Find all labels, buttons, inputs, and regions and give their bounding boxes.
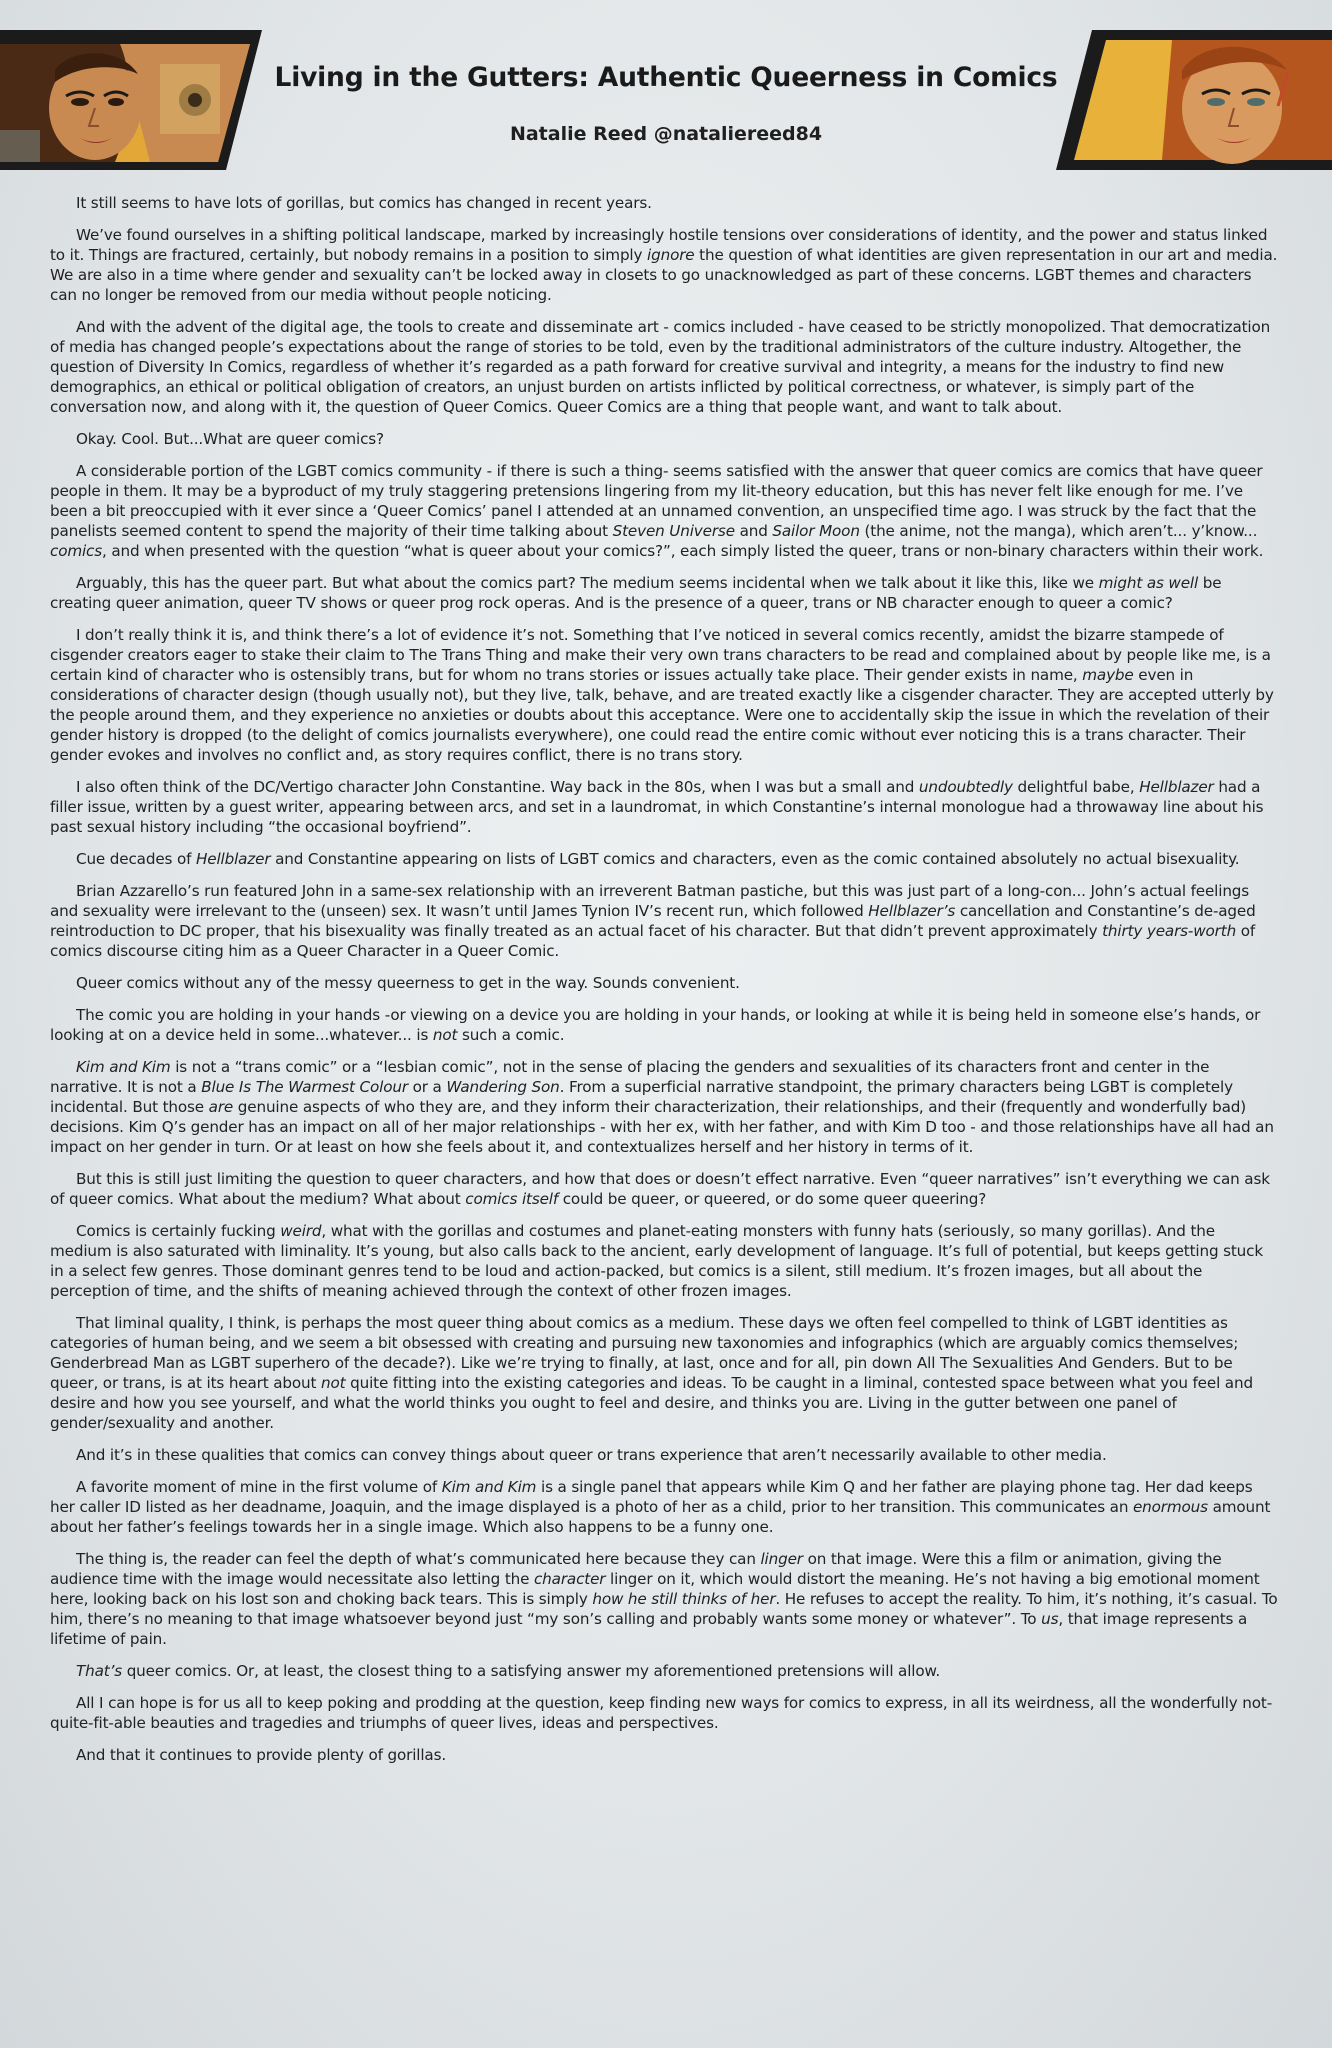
paragraph-text: is a single panel that appears while Kim Q and her father are playing phone tag. Her dad keeps her caller ID listed as her deadname, Joaquin, and the image displayed is a photo of her as a child, prior to her transition. This communicates an — [50, 1478, 1253, 1516]
article-paragraph — [50, 225, 1280, 305]
article-paragraph — [50, 193, 1280, 213]
article-paragraph — [50, 777, 1280, 837]
italic-text: how he still thinks of her — [592, 1590, 776, 1608]
paragraph-text: That liminal quality, I think, is perhaps the most queer thing about comics as a medium. These days we often feel compelled to think of LGBT identities as categories of human being, and we seem a bit obsessed with creating and pursuing new taxonomies and infographics (which are arguably comics themselves; Genderbread Man as LGBT superhero of the decade?). Like we’re trying to finally, at last, once and for all, pin down All The Sexualities And Genders. But to be queer, or trans, is at its heart about — [50, 1314, 1239, 1392]
article-paragraph — [50, 573, 1280, 613]
paragraph-text: genuine aspects of who they are, and they inform their characterization, their relationships, and their (frequently and wonderfully bad) decisions. Kim Q’s gender has an impact on all of her major relationships - with her ex, with her father, and with Kim D too - and those relationships have all had an impact on her gender in turn. Or at least on how she feels about it, and contextualizes herself and her history in terms of it. — [50, 1098, 1274, 1156]
italic-text: thirty years-worth — [1102, 922, 1237, 940]
italic-text: comics — [50, 542, 103, 560]
paragraph-text: A favorite moment of mine in the first volume of — [76, 1478, 442, 1496]
paragraph-text: , and when presented with the question “what is queer about your comics?”, each simply listed the queer, trans or non-binary characters within their work. — [102, 542, 1264, 560]
paragraph-text: and — [734, 522, 773, 540]
article-paragraph — [50, 1221, 1280, 1301]
italic-text: undoubtedly — [918, 778, 1013, 796]
italic-text: Kim and Kim — [441, 1478, 537, 1496]
paragraph-text: . He refuses to accept the reality. To him, it’s nothing, it’s casual. To him, there’s no meaning to that image whatsoever beyond just “my son’s calling and probably wants some money or whatever”. To — [50, 1590, 1278, 1628]
paragraph-text: We’ve found ourselves in a shifting political landscape, marked by increasingly hostile tensions over considerations of identity, and the power and status linked to it. Things are fractured, certainly, but nobody remains in a position to simply — [50, 226, 1268, 264]
italic-text: enormous — [1132, 1498, 1208, 1516]
italic-text: us — [1041, 1610, 1059, 1628]
paragraph-text: the question of what identities are given representation in our art and media. We are also in a time where gender and sexuality can’t be locked away in closets to go unacknowledged as part of these concerns. LGBT themes and characters can no longer be removed from our media without people noticing. — [50, 246, 1278, 304]
paragraph-text: The thing is, the reader can feel the depth of what’s communicated here because they can — [76, 1550, 761, 1568]
paragraph-text: And with the advent of the digital age, the tools to create and disseminate art - comics included - have ceased to be strictly monopolized. That democratization of media has changed people’s expectations about the range of stories to be told, even by the traditional administrators of the culture industry. Altogether, the question of Diversity In Comics, regardless of whether it’s regarded as a path forward for creative survival and integrity, a means for the industry to find new demographics, an ethical or political obligation of creators, an unjust burden on artists inflicted by political correctness, or whatever, is simply part of the conversation now, and along with it, the question of Queer Comics. Queer Comics are a thing that people want, and want to talk about. — [50, 318, 1271, 416]
paragraph-text: queer comics. Or, at least, the closest thing to a satisfying answer my aforementioned pretensions will allow. — [122, 1662, 941, 1680]
paragraph-text: . From a superficial narrative standpoint, the primary characters being LGBT is completely incidental. But those — [50, 1078, 1233, 1116]
paragraph-text: quite fitting into the existing categories and ideas. To be caught in a liminal, contested space between what you feel and desire and how you see yourself, and what the world thinks you ought to feel and desire, and thinks you are. Living in the gutter between one panel of gender/sexuality and another. — [50, 1374, 1253, 1432]
paragraph-text: A considerable portion of the LGBT comics community - if there is such a thing- seems satisfied with the answer that queer comics are comics that have queer people in them. It may be a byproduct of my truly staggering pretensions lingering from my lit-theory education, but this has never felt like enough for me. I’ve been a bit preoccupied with it ever since a ‘Queer Comics’ panel I attended at an unnamed convention, an unspecified time ago. I was struck by the fact that the panelists seemed content to spend the majority of their time talking about — [50, 462, 1263, 540]
paragraph-text: cancellation and Constantine’s de-aged reintroduction to DC proper, that his bisexuality was finally treated as an actual facet of his character. But that didn’t prevent approximately — [50, 902, 1256, 940]
paragraph-text: , that image represents a lifetime of pain. — [50, 1610, 1248, 1648]
article-paragraph — [50, 1693, 1280, 1733]
paragraph-text: And it’s in these qualities that comics can convey things about queer or trans experience that aren’t necessarily available to other media. — [76, 1446, 1107, 1464]
paragraph-text: could be queer, or queered, or do some queer queering? — [558, 1190, 987, 1208]
paragraph-text: or a — [407, 1078, 447, 1096]
italic-text: character — [533, 1570, 606, 1588]
italic-text: Sailor Moon — [772, 522, 860, 540]
italic-text: comics itself — [465, 1190, 559, 1208]
italic-text: That’s — [76, 1662, 123, 1680]
paragraph-text: amount about her father’s feelings towards her in a single image. Which also happens to be a funny one. — [50, 1498, 1271, 1536]
italic-text: are — [208, 1098, 234, 1116]
paragraph-text: and Constantine appearing on lists of LGBT comics and characters, even as the comic contained absolutely no actual bisexuality. — [270, 850, 1240, 868]
italic-text: might as well — [1098, 574, 1199, 592]
italic-text: maybe — [1082, 666, 1134, 684]
italic-text: not — [432, 1026, 458, 1044]
paragraph-text: All I can hope is for us all to keep poking and prodding at the question, keep finding new ways for comics to express, in all its weirdness, all the wonderfully not-quite-fit-able beauties and tragedies and triumphs of queer lives, ideas and perspectives. — [50, 1694, 1273, 1732]
italic-text: linger — [760, 1550, 803, 1568]
paragraph-text: Brian Azzarello’s run featured John in a same-sex relationship with an irreverent Batman pastiche, but this was just part of a long-con... John’s actual feelings and sexuality were irrelevant to the (unseen) sex. It wasn’t until James Tynion IV’s recent run, which followed — [50, 882, 1250, 920]
paragraph-text: had a filler issue, written by a guest writer, appearing between arcs, and set in a laundromat, in which Constantine’s internal monologue had a throwaway line about his past sexual history including “the occasional boyfriend”. — [50, 778, 1264, 836]
paragraph-text: I don’t really think it is, and think there’s a lot of evidence it’s not. Something that I’ve noticed in several comics recently, amidst the bizarre stampede of cisgender creators eager to stake their claim to The Trans Thing and make their very own trans characters to be read and complained about by people like me, is a certain kind of character who is ostensibly trans, but for whom no trans stories or issues actually take place. Their gender exists in name, — [50, 626, 1271, 684]
article-paragraph — [50, 1169, 1280, 1209]
paragraph-text: of comics discourse citing him as a Queer Character in a Queer Comic. — [50, 922, 1256, 960]
paragraph-text: be creating queer animation, queer TV shows or queer prog rock operas. And is the presence of a queer, trans or NB character enough to queer a comic? — [50, 574, 1222, 612]
article-paragraph — [50, 429, 1280, 449]
article-paragraph — [50, 461, 1280, 561]
paragraph-text: on that image. Were this a film or animation, giving the audience time with the image would necessitate also letting the — [50, 1550, 1222, 1588]
paragraph-text: Cue decades of — [76, 850, 196, 868]
italic-text: Kim and Kim — [76, 1058, 171, 1076]
article-paragraph — [50, 881, 1280, 961]
paragraph-text: Arguably, this has the queer part. But what about the comics part? The medium seems incidental when we talk about it like this, like we — [76, 574, 1099, 592]
italic-text: Wandering Son — [446, 1078, 560, 1096]
paragraph-text: linger on it, which would distort the meaning. He’s not having a big emotional moment here, looking back on his lost son and choking back tears. This is simply — [50, 1570, 1260, 1608]
paragraph-text: even in considerations of character design (though usually not), but they live, talk, behave, and are treated exactly like a cisgender character. They are accepted utterly by the people around them, and they experience no anxieties or doubts about this acceptance. Were one to accidentally skip the issue in which the revelation of their gender history is dropped (to the delight of comics journalists everywhere), one could read the entire comic without ever noticing this is a trans character. Their gender evokes and involves no conflict and, as story requires conflict, there is no trans story. — [50, 666, 1274, 764]
paragraph-text: (the anime, not the manga), which aren’t... y’know... — [859, 522, 1258, 540]
article-paragraph — [50, 973, 1280, 993]
article-paragraph — [50, 625, 1280, 765]
paragraph-text: And that it continues to provide plenty of gorillas. — [76, 1746, 447, 1764]
paragraph-text: But this is still just limiting the question to queer characters, and how that does or doesn’t effect narrative. Even “queer narratives” isn’t everything we can ask of queer comics. What about the medium? What about — [50, 1170, 1270, 1208]
paragraph-text: Okay. Cool. But...What are queer comics? — [76, 430, 384, 448]
article-paragraph — [50, 1661, 1280, 1681]
header-banner — [0, 0, 1332, 175]
italic-text: Steven Universe — [612, 522, 735, 540]
italic-text: weird — [280, 1222, 322, 1240]
italic-text: not — [320, 1374, 346, 1392]
paragraph-text: Comics is certainly fucking — [76, 1222, 281, 1240]
article-paragraph — [50, 1313, 1280, 1433]
paragraph-text: , what with the gorillas and costumes and planet-eating monsters with funny hats (seriously, so many gorillas). And the medium is also saturated with liminality. It’s young, but also calls back to the ancient, early development of language. It’s full of potential, but keeps getting stuck in a select few genres. Those dominant genres tend to be loud and action-packed, but comics is a silent, still medium. It’s frozen images, but all about the perception of time, and the shifts of meaning achieved through the context of other frozen images. — [50, 1222, 1264, 1300]
italic-text: Blue Is The Warmest Colour — [201, 1078, 408, 1096]
paragraph-text: Queer comics without any of the messy queerness to get in the way. Sounds convenient. — [76, 974, 740, 992]
paragraph-text: The comic you are holding in your hands -or viewing on a device you are holding in your hands, or looking at while it is being held in someone else’s hands, or looking at on a device held in some...whatever... is — [50, 1006, 1261, 1044]
article-body — [50, 193, 1280, 1777]
left-character-portrait — [0, 30, 280, 170]
paragraph-text: is not a “trans comic” or a “lesbian comic”, not in the sense of placing the genders and sexualities of its characters front and center in the narrative. It is not a — [50, 1058, 1210, 1096]
italic-text: Hellblazer — [1139, 778, 1214, 796]
article-title: Living in the Gutters: Authentic Queerness in Comics — [274, 62, 1058, 93]
paragraph-text: It still seems to have lots of gorillas, but comics has changed in recent years. — [76, 194, 652, 212]
article-paragraph — [50, 1549, 1280, 1649]
article-paragraph — [50, 1745, 1280, 1765]
paragraph-text: I also often think of the DC/Vertigo character John Constantine. Way back in the 80s, when I was but a small and — [76, 778, 919, 796]
right-character-portrait — [1052, 30, 1332, 170]
article-paragraph — [50, 1445, 1280, 1465]
article-paragraph — [50, 1477, 1280, 1537]
article-paragraph — [50, 1057, 1280, 1157]
italic-text: ignore — [647, 246, 695, 264]
article-paragraph — [50, 849, 1280, 869]
article-paragraph — [50, 317, 1280, 417]
article-paragraph — [50, 1005, 1280, 1045]
paragraph-text: delightful babe, — [1012, 778, 1140, 796]
author-byline: Natalie Reed @nataliereed84 — [509, 123, 823, 145]
italic-text: Hellblazer — [195, 850, 271, 868]
paragraph-text: such a comic. — [457, 1026, 565, 1044]
italic-text: Hellblazer’s — [868, 902, 956, 920]
